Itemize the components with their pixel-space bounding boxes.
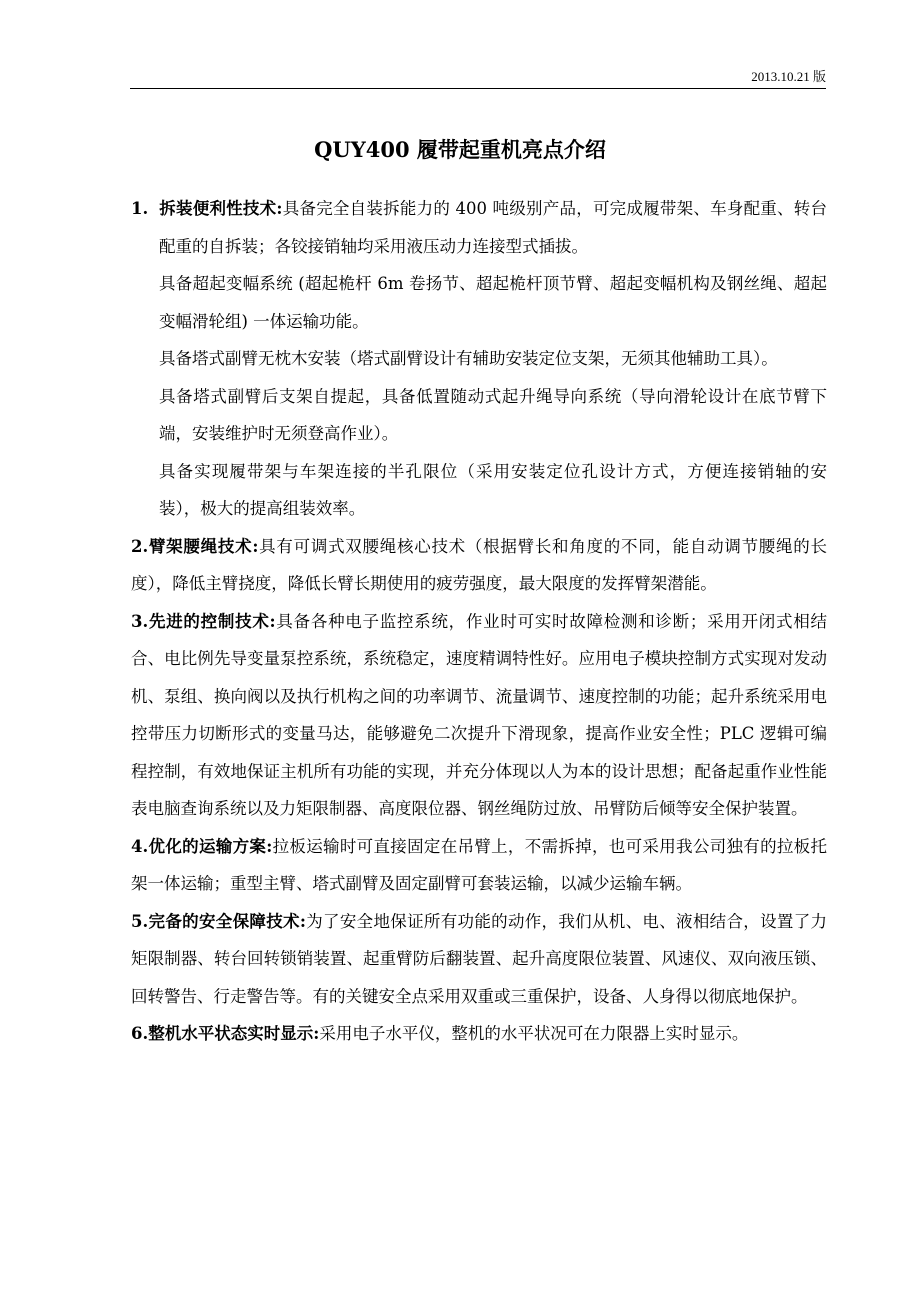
section-1-paragraph: 具备实现履带架与车架连接的半孔限位（采用安装定位孔设计方式，方便连接销轴的安装），极大的提高组装效率。 — [159, 461, 827, 518]
document-body — [131, 190, 827, 1053]
version-label: 2013.10.21 版 — [751, 69, 826, 84]
section-6 — [131, 1015, 827, 1053]
page-title: QUY400 履带起重机亮点介绍 — [314, 137, 606, 162]
section-1 — [131, 190, 827, 265]
section-4 — [131, 828, 827, 903]
section-5-heading: 5.完备的安全保障技术: — [131, 911, 306, 931]
section-2-text: 具有可调式双腰绳核心技术（根据臂长和角度的不同，能自动调节腰绳的长度），降低主臂挠度，降低长臂长期使用的疲劳强度，最大限度的发挥臂架潜能。 — [131, 536, 827, 593]
section-3 — [131, 603, 827, 828]
section-2 — [131, 528, 827, 603]
section-5 — [131, 903, 827, 1016]
section-3-heading: 3.先进的控制技术: — [131, 611, 276, 631]
section-3-text: 具备各种电子监控系统，作业时可实时故障检测和诊断；采用开闭式相结合、电比例先导变量泵控系统，系统稳定，速度精调特性好。应用电子模块控制方式实现对发动机、泵组、换向阀以及执行机构之间的功率调节、流量调节、速度控制的功能；起升系统采用电控带压力切断形式的变量马达，能够避免二次提升下滑现象，提高作业安全性；PLC 逻辑可编程控制，有效地保证主机所有功能的实现，并充分体现以人为本的设计思想；配备起重作业性能表电脑查询系统以及力矩限制器、高度限位器、钢丝绳防过放、吊臂防后倾等安全保护装置。 — [131, 611, 827, 818]
header-divider — [130, 88, 826, 89]
section-6-text: 采用电子水平仪，整机的水平状况可在力限器上实时显示。 — [319, 1024, 749, 1043]
section-1-heading: 拆装便利性技术: — [159, 199, 283, 218]
section-1-text: 具备完全自装拆能力的 400 吨级别产品，可完成履带架、车身配重、转台配重的自拆装；各铰接销轴均采用液压动力连接型式插拔。 — [159, 199, 828, 256]
section-6-heading: 6.整机水平状态实时显示: — [131, 1024, 320, 1043]
section-1-paragraph: 具备塔式副臂无枕木安装（塔式副臂设计有辅助安装定位支架，无须其他辅助工具）。 — [159, 349, 778, 368]
section-4-text: 拉板运输时可直接固定在吊臂上，不需拆掉，也可采用我公司独有的拉板托架一体运输；重型主臂、塔式副臂及固定副臂可套装运输，以减少运输车辆。 — [131, 836, 827, 893]
section-4-heading: 4.优化的运输方案: — [131, 836, 273, 856]
section-1-number: 1. — [131, 199, 149, 218]
section-1-paragraph: 具备塔式副臂后支架自提起，具备低置随动式起升绳导向系统（导向滑轮设计在底节臂下端，安装维护时无须登高作业）。 — [159, 386, 827, 443]
section-2-heading: 2.臂架腰绳技术: — [131, 536, 259, 556]
section-5-text: 为了安全地保证所有功能的动作，我们从机、电、液相结合，设置了力矩限制器、转台回转锁销装置、起重臂防后翻装置、起升高度限位装置、风速仪、双向液压锁、回转警告、行走警告等。有的关键安全点采用双重或三重保护，设备、人身得以彻底地保护。 — [131, 911, 828, 1006]
section-1-paragraph: 具备超起变幅系统 (超起桅杆 6m 卷扬节、超起桅杆顶节臂、超起变幅机构及钢丝绳、超起变幅滑轮组) 一体运输功能。 — [159, 274, 827, 331]
